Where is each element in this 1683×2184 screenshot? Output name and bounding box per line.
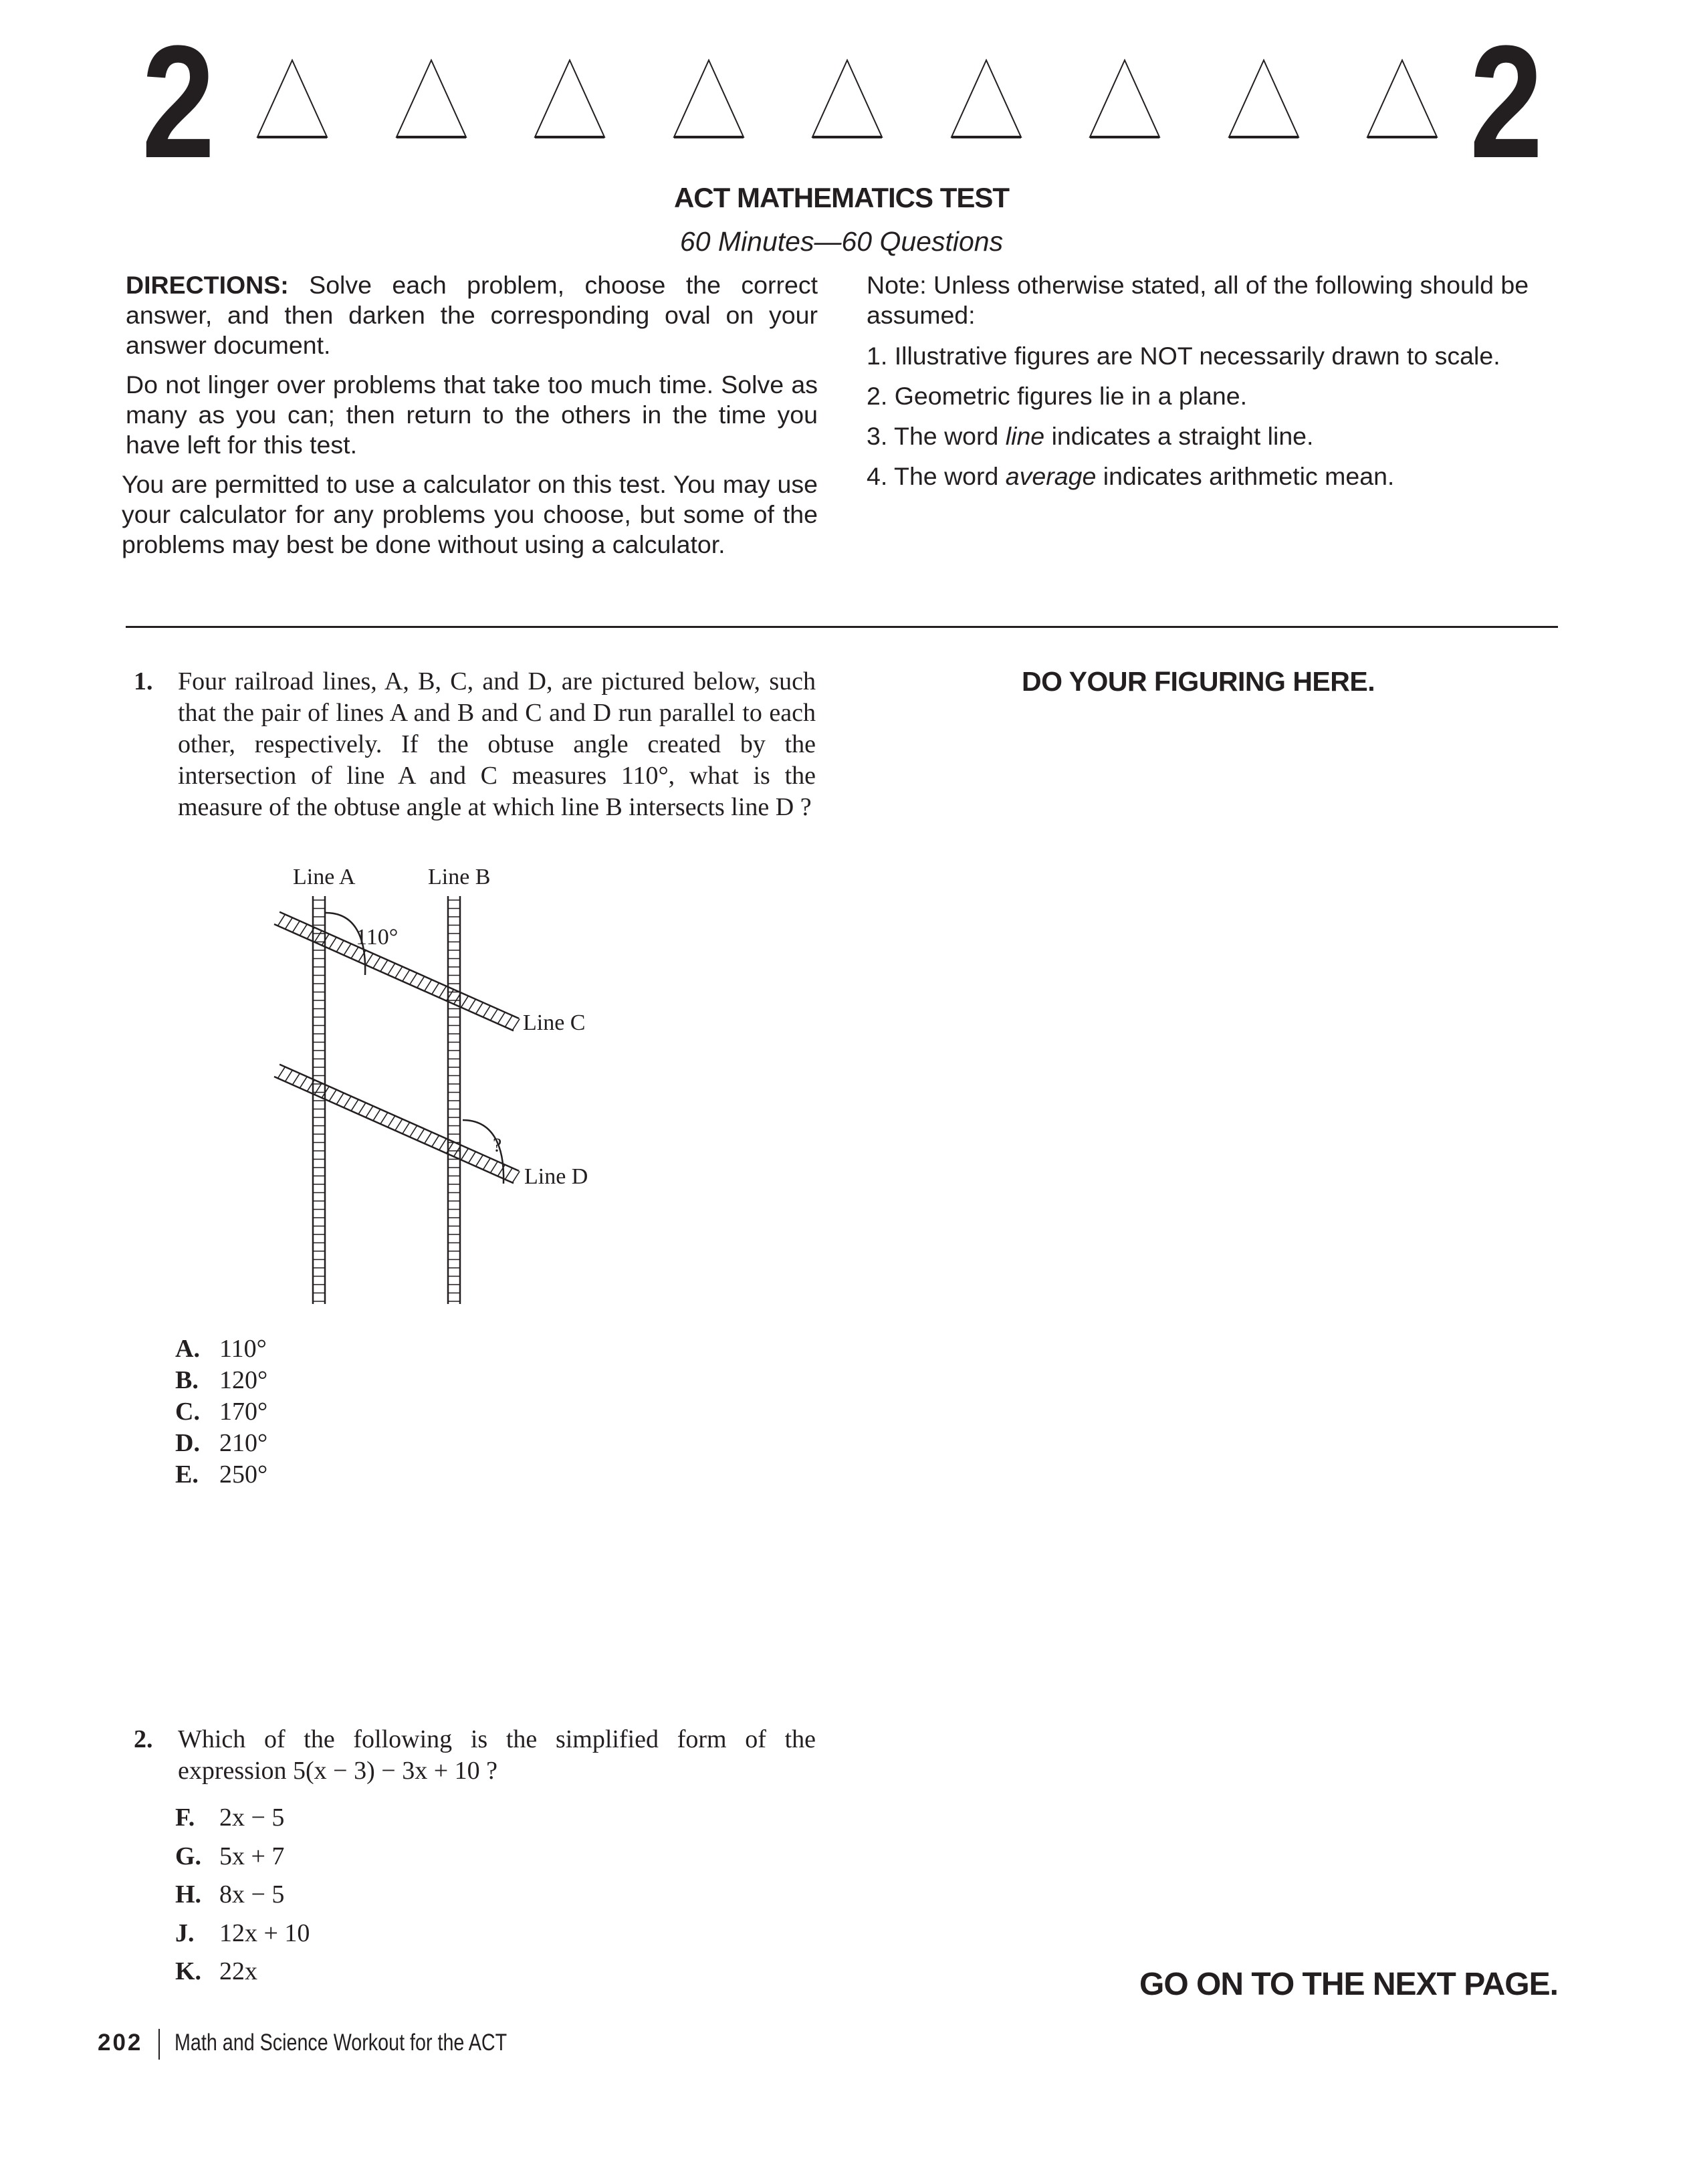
question-stem: Four railroad lines, A, B, C, and D, are pictured below, such that the pair of lines A and B and C and D run parallel to each other, respectively. If the obtuse angle created by the intersection of line A and C measures 110°, what is the measure of the obtuse angle at which line B intersects line D ?: [178, 667, 816, 821]
note-intro: Note: Unless otherwise stated, all of the following should be assumed:: [867, 271, 1529, 329]
label-line-c: Line C: [523, 1010, 586, 1035]
note-item-3: 3. The word line indicates a straight line.: [867, 422, 1314, 450]
label-line-a: Line A: [293, 865, 356, 889]
triangle-icon: [1227, 59, 1301, 139]
track-line-d-rail-upper: [274, 1077, 514, 1183]
question-2: [134, 1724, 816, 1787]
question-number: 2.: [134, 1725, 153, 1753]
question-1-choices: [175, 1333, 267, 1491]
directions-label: DIRECTIONS:: [126, 271, 289, 299]
page-number: 202: [98, 2030, 143, 2056]
triangle-icon: [672, 59, 746, 139]
question-1: [134, 666, 816, 823]
triangle-icon: [395, 59, 468, 139]
test-subtitle: 60 Minutes—60 Questions: [679, 226, 1004, 257]
choice-d[interactable]: D. 210°: [175, 1429, 268, 1457]
triangle-icon: [1365, 59, 1439, 139]
triangle-icon: [810, 59, 884, 139]
go-on-next-page: GO ON TO THE NEXT PAGE.: [1139, 1967, 1558, 2002]
unknown-angle-label: ?: [493, 1134, 502, 1156]
track-line-c-rail-lower: [279, 912, 519, 1018]
triangle-icon: [949, 59, 1023, 139]
choice-e[interactable]: E. 250°: [175, 1460, 268, 1489]
section-divider: [126, 626, 1558, 628]
section-number-right: 2: [1470, 12, 1541, 191]
triangle-icon: [533, 59, 606, 139]
directions-paragraph-1: [126, 270, 818, 360]
emphasis-line: line: [1005, 422, 1045, 450]
directions-text-1: Solve each problem, choose the correct answer, and then darken the corresponding oval on your answer document.: [126, 271, 818, 359]
directions-paragraph-3: You are permitted to use a calculator on this test. You may use your calculator for any problems you choose, but some of the problems may best be done without using a calculator.: [122, 470, 818, 558]
choice-f[interactable]: F. 2x − 5: [175, 1804, 285, 1832]
expression: 5(x − 3) − 3x + 10: [293, 1757, 480, 1785]
label-line-d: Line D: [524, 1164, 588, 1189]
question-stem: Which of the following is the simplified form of the expression 5(x − 3) − 3x + 10 ?: [178, 1725, 816, 1785]
test-title: ACT MATHEMATICS TEST: [673, 182, 1010, 213]
choice-g[interactable]: G. 5x + 7: [175, 1842, 285, 1870]
page-footer: [98, 2026, 580, 2060]
note-item-4: 4. The word average indicates arithmetic mean.: [867, 462, 1395, 490]
question-2-choices: [175, 1799, 310, 1991]
book-title: Math and Science Workout for the ACT: [175, 2030, 508, 2056]
assumptions-note: [867, 270, 1559, 502]
choice-h[interactable]: H. 8x − 5: [175, 1880, 285, 1908]
railroad-lines-figure: [254, 849, 722, 1304]
figuring-area-label: DO YOUR FIGURING HERE.: [1022, 666, 1375, 697]
note-item-1: 1. Illustrative figures are NOT necessarily drawn to scale.: [867, 342, 1500, 370]
choice-b[interactable]: B. 120°: [175, 1366, 268, 1394]
triangle-divider-row: [254, 59, 1458, 140]
choice-c[interactable]: C. 170°: [175, 1398, 268, 1426]
label-line-b: Line B: [428, 865, 491, 889]
choice-j[interactable]: J. 12x + 10: [175, 1919, 310, 1947]
question-number: 1.: [134, 667, 153, 695]
triangle-icon: [255, 59, 329, 139]
railroad-tracks: [274, 896, 520, 1304]
footer-separator: [158, 2029, 160, 2060]
given-angle-label: 110°: [356, 925, 399, 950]
section-number-left: 2: [142, 12, 213, 191]
triangle-icon: [1088, 59, 1161, 139]
directions-paragraph-2: Do not linger over problems that take too much time. Solve as many as you can; then return to the others in the time you have left for this test.: [126, 370, 818, 459]
choice-a[interactable]: A. 110°: [175, 1335, 267, 1363]
emphasis-average: average: [1005, 462, 1097, 490]
note-item-2: 2. Geometric figures lie in a plane.: [867, 382, 1248, 410]
directions-block: [122, 270, 818, 569]
choice-k[interactable]: K. 22x: [175, 1957, 257, 1985]
